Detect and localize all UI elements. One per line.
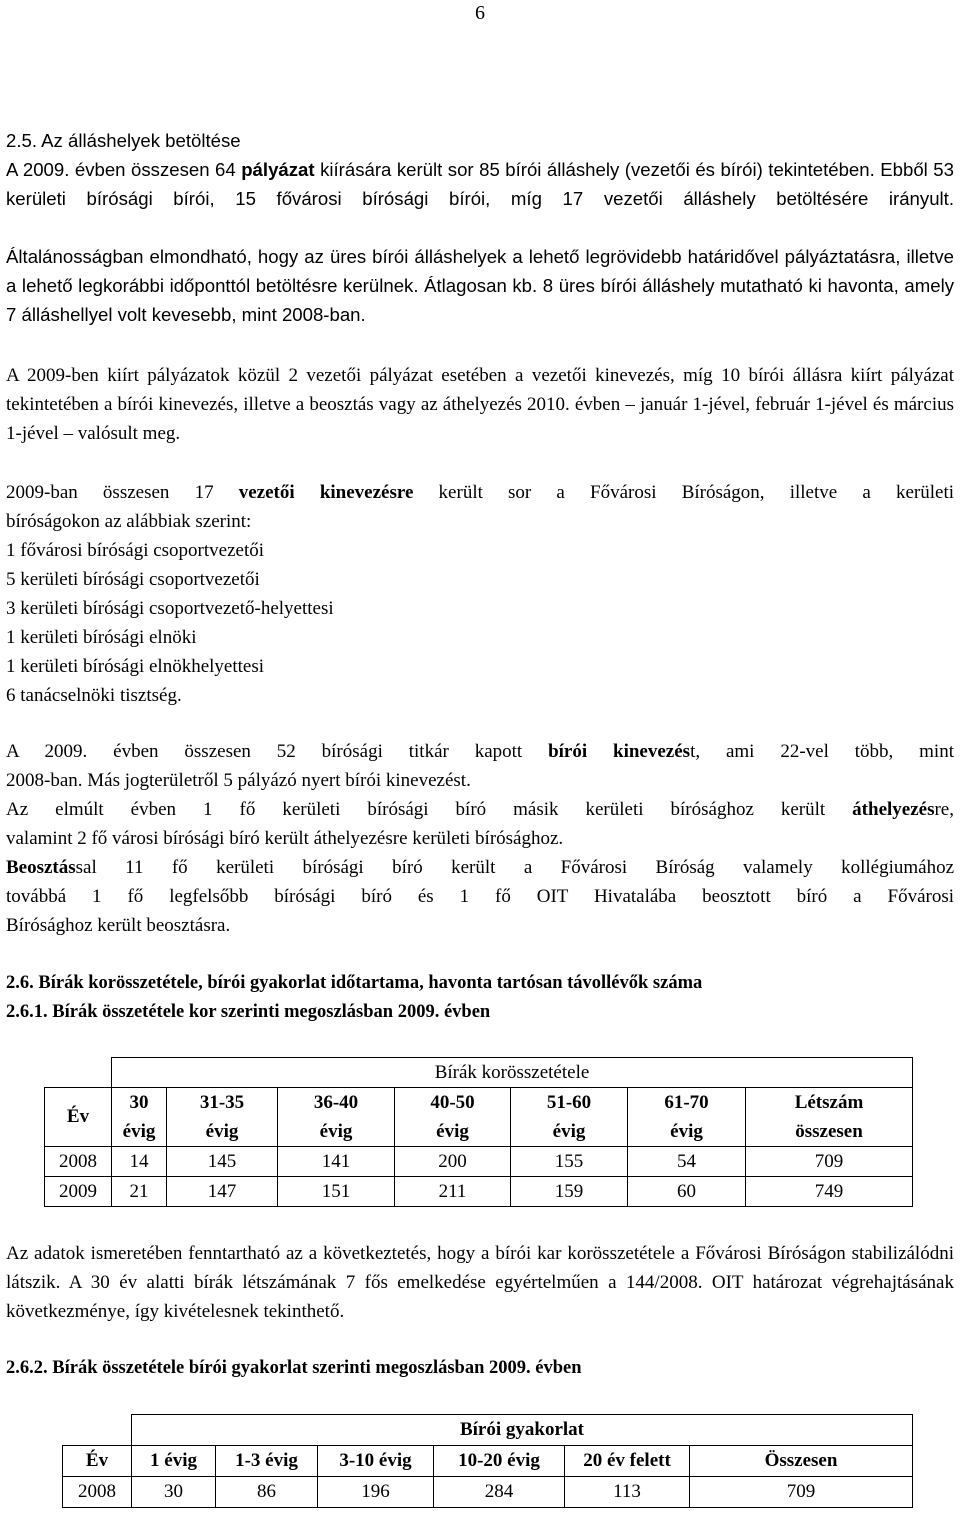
section-heading: 2.6. Bírák korösszetétele, bírói gyakorlat időtartama, havonta tartósan távollévők száma: [6, 973, 703, 993]
paragraph-leader-appointments: [6, 478, 954, 710]
bold-term: áthelyezés: [852, 799, 935, 820]
column-header: 51-60: [511, 1088, 628, 1118]
bold-term: pályázat: [241, 159, 315, 180]
table-cell: 196: [318, 1477, 434, 1508]
table-cell: 147: [167, 1177, 278, 1207]
section-2-5: [6, 126, 954, 213]
column-header-unit: évig: [167, 1117, 278, 1147]
bold-term: vezetői kinevezésre: [238, 482, 414, 503]
table-cell: 145: [167, 1147, 278, 1177]
list-item: 6 tanácselnöki tisztség.: [6, 685, 182, 706]
paragraph-judge-appointments: [6, 737, 954, 940]
list-item: 1 kerületi bírósági elnöki: [6, 627, 197, 648]
list-item: 5 kerületi bírósági csoportvezetői: [6, 569, 260, 590]
text-line: valamint 2 fő városi bírósági bíró került áthelyezésre kerületi bírósághoz.: [6, 828, 564, 849]
table-row: [45, 1177, 913, 1207]
text-line: Bírósághoz került beosztásra.: [6, 915, 231, 936]
column-header-unit: évig: [395, 1117, 511, 1147]
text-span: t, ami 22-vel több, mint: [690, 741, 954, 762]
column-header: 1-3 évig: [216, 1446, 318, 1477]
column-header: 3-10 évig: [318, 1446, 434, 1477]
text-span: A 2009. évben összesen 52 bírósági titkár kapott: [6, 741, 549, 762]
paragraph-vacancies: Általánosságban elmondható, hogy az üres bírói álláshelyek a lehető legrövidebb határidővel pályáztatásra, illetve a lehető legkorábbi időponttól betöltésre kerülnek. Átlagosan kb. 8 üres bírói álláshely mutatható ki havonta, amely 7 álláshellyel volt kevesebb, mint 2008-ban.: [6, 246, 954, 325]
column-header: 40-50: [395, 1088, 511, 1118]
text-span: Az elmúlt évben 1 fő kerületi bírósági bíró másik kerületi bírósághoz került: [6, 799, 853, 820]
table-corner: [45, 1058, 112, 1088]
paragraph-applications: [6, 155, 954, 213]
column-header-unit: összesen: [746, 1117, 913, 1147]
text-line: 2008-ban. Más jogterületről 5 pályázó nyert bírói kinevezést.: [6, 770, 471, 791]
subsection-heading: 2.6.2. Bírák összetétele bírói gyakorlat szerinti megoszlásban 2009. évben: [6, 1358, 582, 1378]
bold-term: Beosztás: [6, 857, 76, 878]
paragraph-2009-applications: A 2009-ben kiírt pályázatok közül 2 vezetői pályázat esetében a vezetői kinevezés, míg 10 bírói állásra kiírt pályázat tekintetében a bírói kinevezés, illetve a beosztás vagy az áthelyezés 2010. évben – január 1-jével, február 1-jével és március 1-jével – valósult meg.: [6, 365, 954, 444]
text-span: került sor a Fővárosi Bíróságon, illetve a kerületi: [413, 482, 954, 503]
table-cell: 709: [690, 1477, 913, 1508]
column-header-unit: évig: [278, 1117, 395, 1147]
subsection-heading-2-6-2: [6, 1354, 954, 1383]
column-header: Összesen: [690, 1446, 913, 1477]
table-cell: 113: [565, 1477, 690, 1508]
table-row: [45, 1147, 913, 1177]
section-2-6-heading: [6, 969, 954, 1027]
column-header-unit: évig: [511, 1117, 628, 1147]
table-cell: 54: [628, 1147, 746, 1177]
paragraph-text: kiírására került sor 85 bírói álláshely (vezetői és bírói) tekintetében. Ebből 53 kerületi bírósági bírói, 15 fővárosi bírósági bírói, míg 17 vezetői álláshely betöltésére irányult.: [6, 159, 954, 209]
table-cell: 30: [132, 1477, 216, 1508]
table-cell: 60: [628, 1177, 746, 1207]
table-cell: 709: [746, 1147, 913, 1177]
column-header: Létszám: [746, 1088, 913, 1118]
year-header: Év: [45, 1088, 112, 1147]
table-cell: 2008: [63, 1477, 132, 1508]
list-item: 1 kerületi bírósági elnökhelyettesi: [6, 656, 265, 677]
column-header: 10-20 évig: [434, 1446, 565, 1477]
text-line: [6, 737, 954, 766]
table-caption: Bírói gyakorlat: [132, 1415, 913, 1446]
table-cell: 2008: [45, 1147, 112, 1177]
column-header: Év: [63, 1446, 132, 1477]
table-corner: [63, 1415, 132, 1446]
table-cell: 159: [511, 1177, 628, 1207]
column-header: 31-35: [167, 1088, 278, 1118]
table-cell: 211: [395, 1177, 511, 1207]
table-cell: 14: [112, 1147, 167, 1177]
section-heading: 2.5. Az álláshelyek betöltése: [6, 130, 241, 151]
table-cell: 284: [434, 1477, 565, 1508]
table-cell: 141: [278, 1147, 395, 1177]
text-line: [6, 478, 954, 507]
table-cell: 2009: [45, 1177, 112, 1207]
table-caption: Bírák korösszetétele: [112, 1058, 913, 1088]
subsection-heading: 2.6.1. Bírák összetétele kor szerinti megoszlásban 2009. évben: [6, 1002, 491, 1022]
list-item: 3 kerületi bírósági csoportvezető-helyettesi: [6, 598, 334, 619]
page-number: 6: [475, 2, 485, 24]
text-span: 2009-ban összesen 17: [6, 482, 239, 503]
paragraph-text: A 2009. évben összesen 64: [6, 159, 242, 180]
column-header-unit: évig: [112, 1117, 167, 1147]
column-header: 36-40: [278, 1088, 395, 1118]
table-cell: 200: [395, 1147, 511, 1177]
text-line: bíróságokon az alábbiak szerint:: [6, 511, 252, 532]
column-header: 30: [112, 1088, 167, 1118]
bold-term: bírói kinevezés: [548, 741, 691, 762]
column-header: 1 évig: [132, 1446, 216, 1477]
table-cell: 749: [746, 1177, 913, 1207]
age-composition-table: [44, 1057, 913, 1207]
column-header: 20 év felett: [565, 1446, 690, 1477]
text-line: [6, 853, 954, 882]
list-item: 1 fővárosi bírósági csoportvezetői: [6, 540, 265, 561]
table-cell: 151: [278, 1177, 395, 1207]
text-span: re,: [934, 799, 954, 820]
text-span: sal 11 fő kerületi bírósági bíró került a Fővárosi Bíróság valamely kollégiumához: [75, 857, 954, 878]
text-line: továbbá 1 fő legfelsőbb bírósági bíró és 1 fő OIT Hivatalába beosztott bíró a Fővárosi: [6, 886, 954, 907]
table-cell: 86: [216, 1477, 318, 1508]
paragraph-conclusion: Az adatok ismeretében fenntartható az a következtetés, hogy a bírói kar korösszetétele a Fővárosi Bíróságon stabilizálódni látszik. A 30 év alatti bírák létszámának 7 fős emelkedése egyértelműen a 144/2008. OIT határozat végrehajtásának következménye, így kivételesnek tekinthető.: [6, 1243, 954, 1322]
table-cell: 155: [511, 1147, 628, 1177]
column-header: 61-70: [628, 1088, 746, 1118]
text-line: [6, 795, 954, 824]
column-header-unit: évig: [628, 1117, 746, 1147]
table-row: [63, 1477, 913, 1508]
table-cell: 21: [112, 1177, 167, 1207]
experience-table: [62, 1414, 913, 1508]
